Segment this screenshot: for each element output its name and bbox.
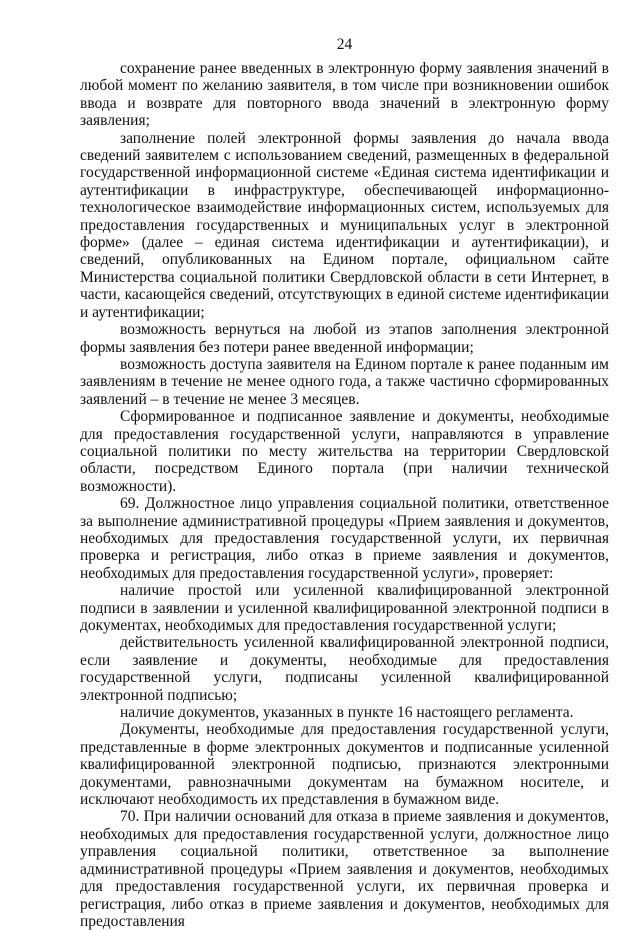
page-number: 24 [336,36,353,53]
paragraph-item-69: 69. Должностное лицо управления социальной политики, ответственное за выполнение административной процедуры «Прием заявления и документов, необходимых для предоставления государственной услуги, их первичная проверка и регистрация, либо отказ в приеме заявления и документов, необходимых для предоставления государственной услуги», проверяет: [80,495,609,582]
paragraph-access-previous-applications: возможность доступа заявителя на Едином портале к ранее поданным им заявлениям в течение не менее одного года, а также частично сформированных заявлений – в течение не менее 3 месяцев. [80,355,609,408]
paragraph-signature-validity: действительность усиленной квалифицированной электронной подписи, если заявление и документы, необходимые для предоставления государственной услуги, подписаны усиленной квалифицированной электронной подписью; [80,634,609,704]
paragraph-signature-presence: наличие простой или усиленной квалифицированной электронной подписи в заявлении и усиленной квалифицированной электронной подписи в документах, необходимых для предоставления государственной услуги; [80,582,609,634]
paragraph-item-70: 70. При наличии оснований для отказа в приеме заявления и документов, необходимых для предоставления государственной услуги, должностное лицо управления социальной политики, ответственное за выполнение административной процедуры «Прием заявления и документов, необходимых для предоставления государственной услуги, их первичная проверка и регистрация, либо отказ в приеме заявления и документов, необходимых для предоставления [80,808,609,930]
paragraph-submission-routing: Сформированное и подписанное заявление и документы, необходимые для предоставления государственной услуги, направляются в управление социальной политики по месту жительства на территории Свердловской области, посредством Единого портала (при наличии технической возможности). [80,408,609,495]
paragraph-electronic-equivalence: Документы, необходимые для предоставления государственной услуги, представленные в форме электронных документов и подписанные усиленной квалифицированной электронной подписью, признаются электронными документами, равнозначными документам на бумажном носителе, и исключают необходимость их представления в бумажном виде. [80,721,609,809]
paragraph-documents-presence: наличие документов, указанных в пункте 16 настоящего регламента. [120,704,574,722]
paragraph-autofill-fields: заполнение полей электронной формы заявления до начала ввода сведений заявителем с использованием сведений, размещенных в федеральной государственной информационной системе «Единая система идентификации и аутентификации в инфраструктуре, обеспечивающей информационно-технологическое взаимодействие информационных систем, используемых для предоставления государственных и муниципальных услуг в электронной форме» (далее – единая система идентификации и аутентификации), и сведений, опубликованных на Едином портале, официальном сайте Министерства социальной политики Свердловской области в сети Интернет, в части, касающейся сведений, отсутствующих в единой системе идентификации и аутентификации; [80,129,609,321]
paragraph-return-to-step: возможность вернуться на любой из этапов заполнения электронной формы заявления без потери ранее введенной информации; [80,321,609,356]
paragraph-saving-values: сохранение ранее введенных в электронную форму заявления значений в любой момент по желанию заявителя, в том числе при возникновении ошибок ввода и возврате для повторного ввода значений в электронную форму заявления; [80,60,609,130]
